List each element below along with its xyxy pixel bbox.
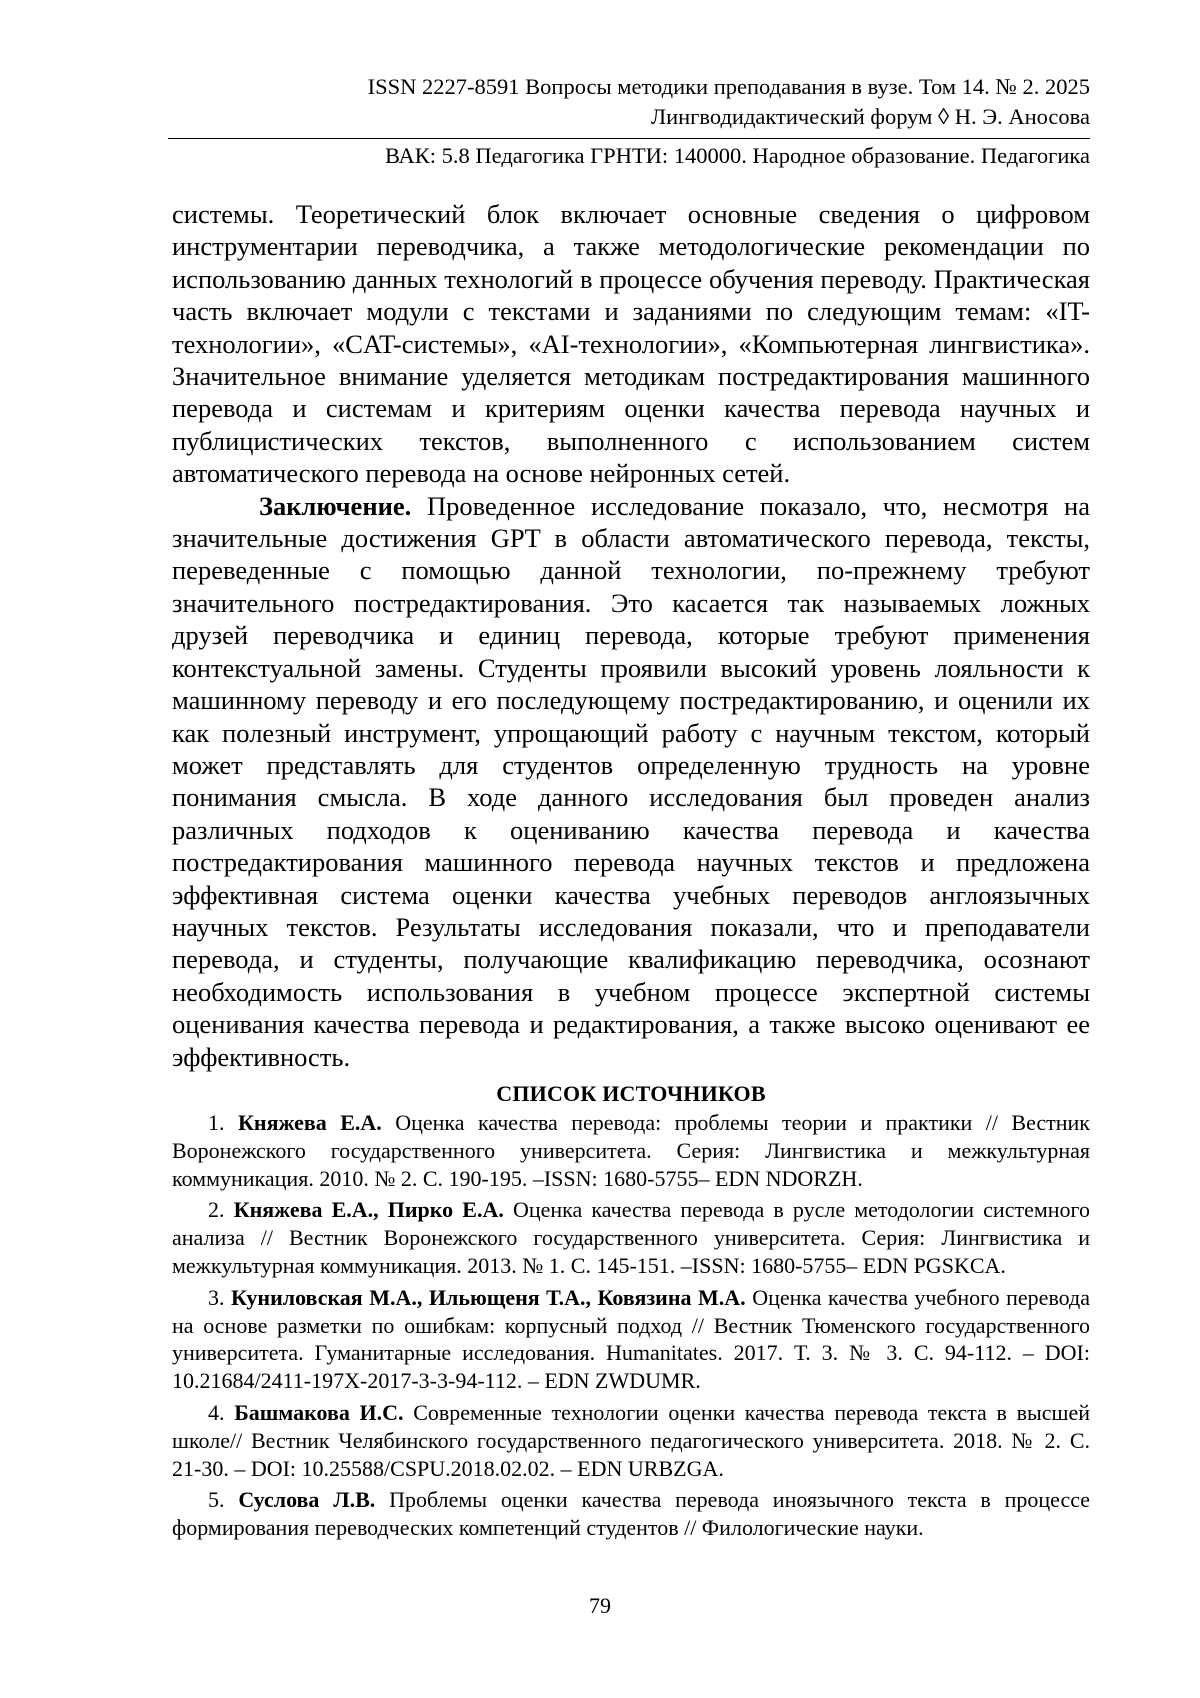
running-header (168, 72, 1090, 132)
reference-item (172, 1399, 1090, 1482)
reference-text: Проблемы оценки качества перевода иноязычного текста в процессе формирования переводческих компетенций студентов // Филологические науки. (172, 1487, 1091, 1541)
header-rule (168, 138, 1090, 139)
page-number: 79 (589, 1593, 611, 1618)
article-body (172, 198, 1090, 1546)
conclusion-paragraph (172, 490, 1090, 1073)
reference-authors: Княжева Е.А., Пирко Е.А. (233, 1197, 504, 1223)
reference-authors: Суслова Л.В. (238, 1487, 376, 1513)
reference-item (172, 1109, 1090, 1192)
references-title: СПИСОК ИСТОЧНИКОВ (496, 1080, 766, 1106)
reference-text: Оценка качества перевода в русле методологии системного анализа // Вестник Воронежского государственного университета. Серия: Лингвистика и межкультурная коммуникация. 2013. № 1. С. 145-151. –ISSN: 1680-5755– EDN PGSKCA. (172, 1197, 1091, 1278)
reference-number: 5. (208, 1487, 225, 1513)
journal-title: ISSN 2227-8591 Вопросы методики преподавания в вузе. Том 14. № 2. 2025 (367, 74, 1090, 99)
classification-line: ВАК: 5.8 Педагогика ГРНТИ: 140000. Народное образование. Педагогика (384, 143, 1090, 168)
reference-number: 3. (208, 1284, 225, 1310)
body-paragraph: системы. Теоретический блок включает основные сведения о цифровом инструментарии переводчика, а также методологические рекомендации по использованию данных технологий в процессе обучения переводу. Практическая часть включает модули с текстами и заданиями по следующим темам: «IT-технологии», «CAT-системы», «AI-технологии», «Компьютерная лингвистика». Значительное внимание уделяется методикам постредактирования машинного перевода и системам и критериям оценки качества перевода научных и публицистических текстов, выполненного с использованием систем автоматического перевода на основе нейронных сетей. (172, 199, 1090, 489)
conclusion-label: Заключение. (259, 490, 412, 521)
reference-text: Оценка качества учебного перевода на основе разметки по ошибкам: корпусный подход // Вестник Тюменского государственного университета. Гуманитарные исследования. Humanitates. 2017. Т. 3. № 3. С. 94-112. – DOI: 10.21684/2411-197X-2017-3-3-94-112. – EDN ZWDUMR. (172, 1284, 1090, 1394)
reference-number: 2. (208, 1197, 225, 1223)
reference-item (172, 1284, 1090, 1395)
reference-authors: Княжева Е.А. (237, 1109, 382, 1135)
references-list (172, 1109, 1090, 1542)
reference-text: Оценка качества перевода: проблемы теории и практики // Вестник Воронежского государственного университета. Серия: Лингвистика и межкультурная коммуникация. 2010. № 2. С. 190-195. –ISSN: 1680-5755– EDN NDORZH. (172, 1109, 1090, 1191)
reference-authors: Башмакова И.С. (234, 1399, 404, 1425)
reference-item (172, 1486, 1090, 1542)
reference-number: 1. (208, 1109, 225, 1135)
reference-text: Современные технологии оценки качества перевода текста в высшей школе// Вестник Челябинского государственного педагогического университета. 2018. № 2. С. 21-30. – DOI: 10.25588/CSPU.2018.02.02. – EDN URBZGA. (172, 1399, 1090, 1481)
reference-number: 4. (208, 1399, 225, 1425)
conclusion-text: Проведенное исследование показало, что, несмотря на значительные достижения GPT в области автоматического перевода, тексты, переведенные с помощью данной технологии, по-прежнему требуют значительного постредактирования. Это касается так называемых ложных друзей переводчика и единиц перевода, которые требуют применения контекстуальной замены. Студенты проявили высокий уровень лояльности к машинному переводу и его последующему постредактированию, и оценили их как полезный инструмент, упрощающий работу с научным текстом, который может представлять для студентов определенную трудность на уровне понимания смысла. В ходе данного исследования был проведен анализ различных подходов к оцениванию качества перевода и качества постредактирования машинного перевода научных текстов и предложена эффективная система оценки качества учебных переводов англоязычных научных текстов. Результаты исследования показали, что и преподаватели перевода, и студенты, получающие квалификацию переводчика, осознают необходимость использования в учебном процессе экспертной системы оценивания качества перевода и редактирования, а также высоко оценивают ее эффективность. (172, 490, 1090, 1072)
reference-authors: Куниловская М.А., Ильющеня Т.А., Ковязина М.А. (231, 1284, 746, 1310)
reference-item (172, 1196, 1090, 1279)
section-author: Лингводидактический форум ◊ Н. Э. Аносова (650, 104, 1090, 129)
